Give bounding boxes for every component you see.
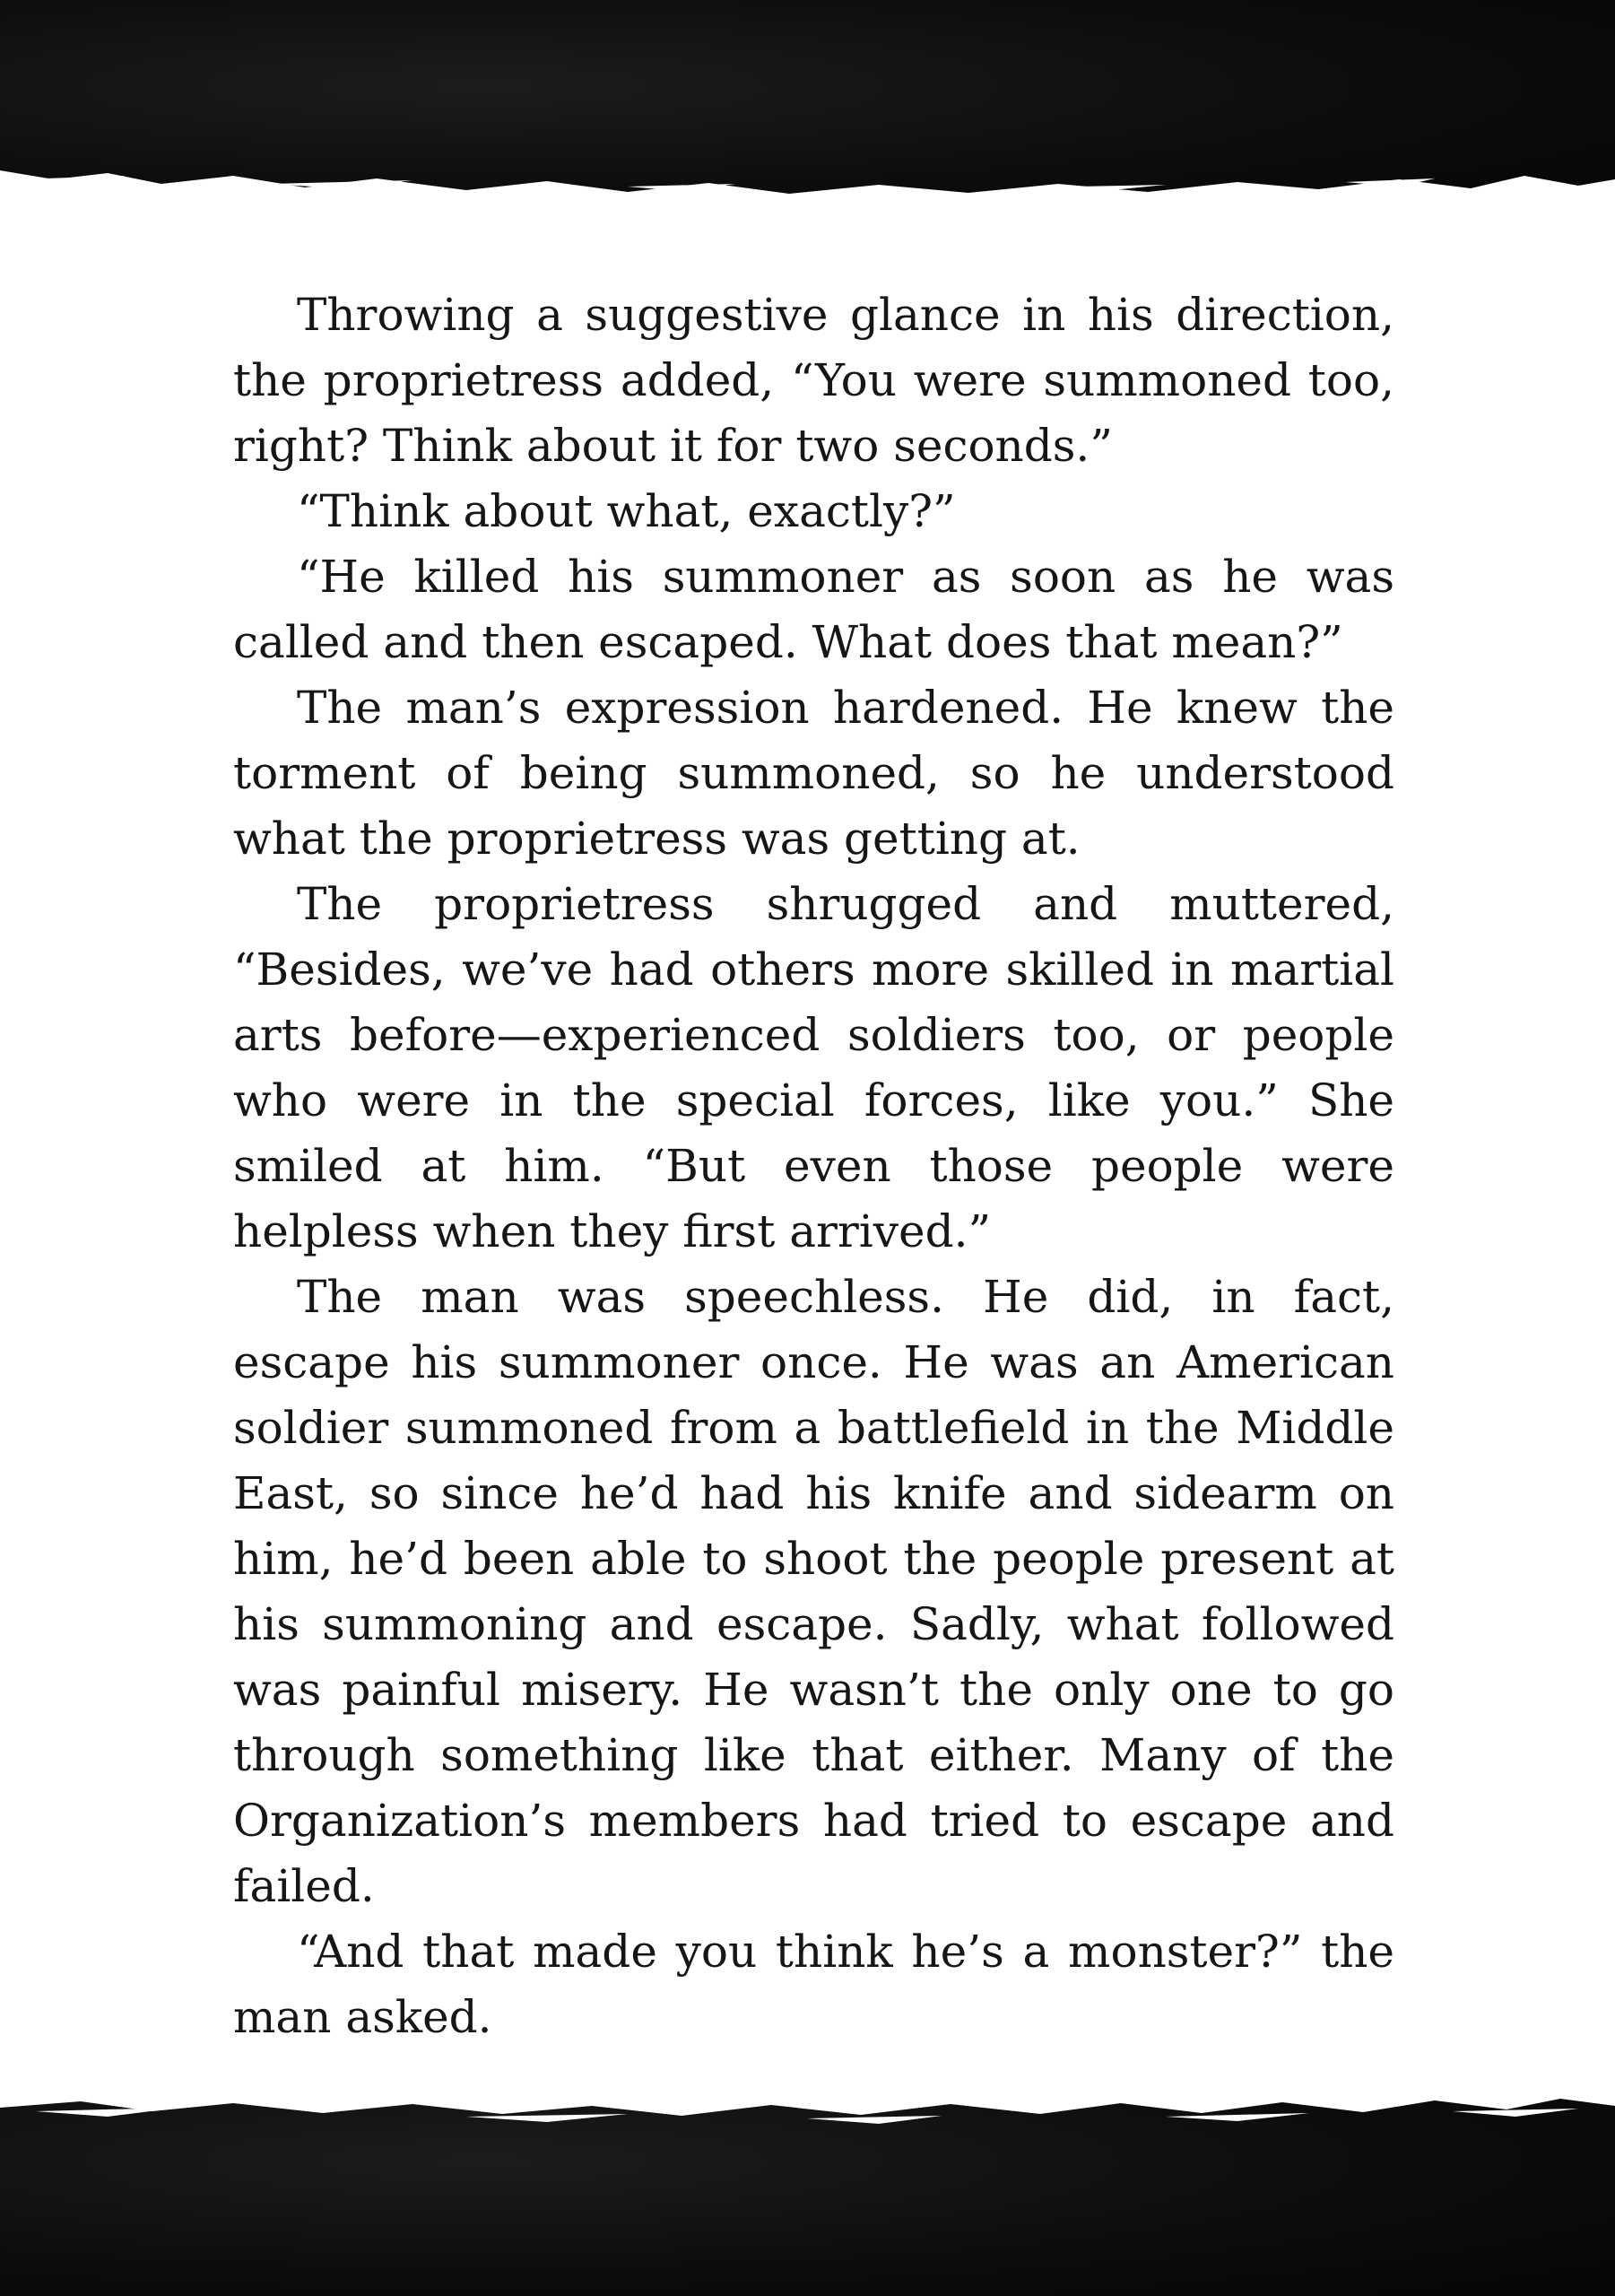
top-ink-border [0, 0, 1615, 215]
paragraph: The man was speechless. He did, in fact, escape his summoner once. He was an American soldier summoned from a battlefield in the Middle East, so since he’d had his knife and sidearm on him, he’d been able to shoot the people present at his summoning and escape. Sadly, what followed was painful misery. He wasn’t the only one to go through something like that either. Many of the Organization’s members had tried to escape and failed. [233, 1271, 1394, 1912]
paragraph: The man’s expression hardened. He knew the torment of being summoned, so he understood what the proprietress was getting at. [233, 682, 1394, 865]
paragraph: The proprietress shrugged and muttered, “Besides, we’ve had others more skilled in martial arts before—experienced soldiers too, or people who were in the special forces, like you.” She smiled at him. “But even those people were helpless when they first arrived.” [233, 878, 1394, 1257]
page-body [233, 283, 1394, 2050]
paragraph: Throwing a suggestive glance in his direction, the proprietress added, “You were summoned too, right? Think about it for two seconds.” [233, 289, 1394, 472]
paragraph: “He killed his summoner as soon as he was called and then escaped. What does that mean?” [233, 551, 1394, 668]
bottom-ink-border [0, 2072, 1615, 2296]
paragraph: “Think about what, exactly?” [297, 485, 956, 537]
paragraph: “And that made you think he’s a monster?” the man asked. [233, 1926, 1394, 2043]
